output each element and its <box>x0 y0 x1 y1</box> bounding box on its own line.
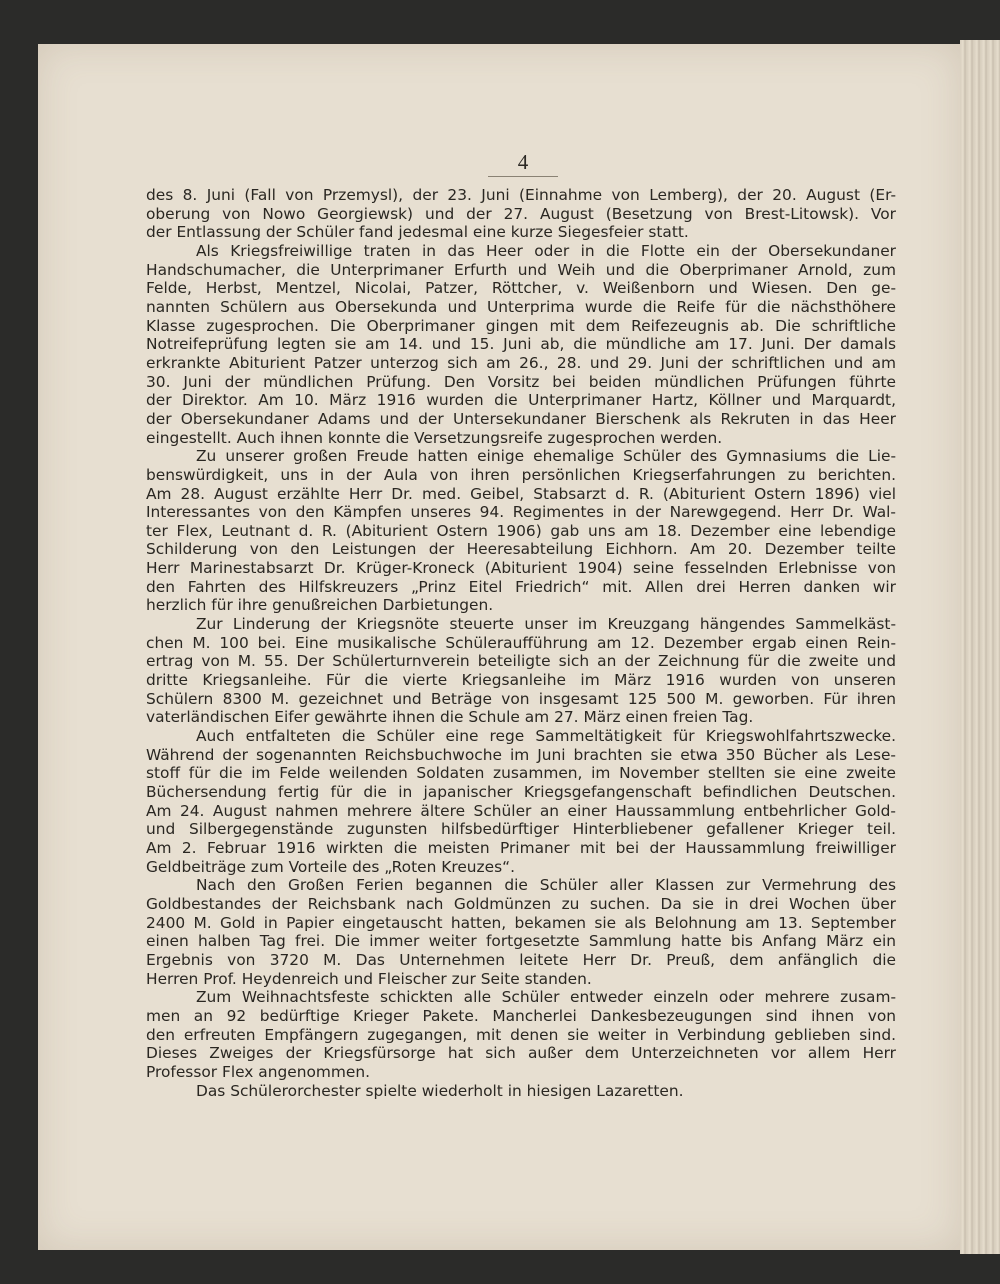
text-line: Zu unserer großen Freude hatten einige ehemalige Schüler des Gymnasiums die Lie- <box>196 447 896 466</box>
text-line: Klasse zugesprochen. Die Oberprimaner gingen mit dem Reifezeugnis ab. Die schriftliche <box>146 316 896 335</box>
page-edge-stack <box>960 40 1000 1254</box>
paragraph <box>146 447 896 615</box>
paragraph <box>146 988 896 1081</box>
text-line: chen M. 100 bei. Eine musikalische Schüleraufführung am 12. Dezember ergab einen Rein- <box>146 633 896 652</box>
text-line: Am 24. August nahmen mehrere ältere Schüler an einer Haussammlung entbehrlicher Gold- <box>146 801 896 820</box>
text-line: stoff für die im Felde weilenden Soldaten zusammen, im November stellten sie eine zweite <box>146 764 896 783</box>
text-line: Handschumacher, die Unterprimaner Erfurth und Weih und die Oberprimaner Arnold, zum <box>146 260 896 279</box>
text-line: Zur Linderung der Kriegsnöte steuerte unser im Kreuzgang hängendes Sammelkäst- <box>196 615 896 634</box>
text-line: benswürdigkeit, uns in der Aula von ihren persönlichen Kriegserfahrungen zu berichten. <box>146 465 896 484</box>
text-line: Schülern 8300 M. gezeichnet und Beträge von insgesamt 125 500 M. geworben. Für ihren <box>146 689 896 708</box>
text-line: Während der sogenannten Reichsbuchwoche im Juni brachten sie etwa 350 Bücher als Lese- <box>146 745 896 764</box>
text-line: Büchersendung fertig für die in japanischer Kriegsgefangenschaft befindlichen Deutschen. <box>146 783 896 801</box>
text-line: Herren Prof. Heydenreich und Fleischer zur Seite standen. <box>146 969 592 988</box>
text-line: Felde, Herbst, Mentzel, Nicolai, Patzer, Röttcher, v. Weißenborn und Wiesen. Den ge- <box>146 279 896 298</box>
text-line: den erfreuten Empfängern zugegangen, mit denen sie weiter in Verbindung geblieben sind. <box>146 1025 896 1044</box>
text-line: den Fahrten des Hilfskreuzers „Prinz Eitel Friedrich“ mit. Allen drei Herren danken wir <box>146 577 896 596</box>
text-line: ter Flex, Leutnant d. R. (Abiturient Ostern 1906) gab uns am 18. Dezember eine lebendige <box>146 521 896 540</box>
text-line: Schilderung von den Leistungen der Heeresabteilung Eichhorn. Am 20. Dezember teilte <box>146 540 896 559</box>
text-line: eingestellt. Auch ihnen konnte die Versetzungsreife zugesprochen werden. <box>146 428 723 447</box>
page-number-rule <box>488 176 558 177</box>
text-line: Nach den Großen Ferien begannen die Schüler aller Klassen zur Vermehrung des <box>196 876 896 895</box>
text-line: der Entlassung der Schüler fand jedesmal eine kurze Siegesfeier statt. <box>146 223 689 242</box>
paragraph <box>146 242 896 447</box>
text-line: vaterländischen Eifer gewährte ihnen die Schule am 27. März einen freien Tag. <box>146 708 754 727</box>
body-text <box>146 186 896 1100</box>
text-line: Herr Marinestabsarzt Dr. Krüger-Kroneck (Abiturient 1904) seine fesselnden Erlebnisse von <box>146 559 896 578</box>
text-line: Notreifeprüfung legten sie am 14. und 15. Juni ab, die mündliche am 17. Juni. Der damals <box>146 335 896 354</box>
paragraph <box>146 186 896 242</box>
text-line: herzlich für ihre genußreichen Darbietungen. <box>146 596 494 615</box>
text-line: Goldbestandes der Reichsbank nach Goldmünzen zu suchen. Da sie in drei Wochen über <box>146 894 896 913</box>
text-line: Am 2. Februar 1916 wirkten die meisten Primaner mit bei der Haussammlung freiwilliger <box>146 838 896 857</box>
text-line: Dieses Zweiges der Kriegsfürsorge hat sich außer dem Unterzeichneten vor allem Herr <box>146 1044 896 1063</box>
text-line: Das Schülerorchester spielte wiederholt in hiesigen Lazaretten. <box>196 1081 684 1100</box>
paragraph <box>146 615 896 727</box>
text-line: 30. Juni der mündlichen Prüfung. Den Vorsitz bei beiden mündlichen Prüfungen führte <box>146 372 896 391</box>
text-line: erkrankte Abiturient Patzer unterzog sich am 26., 28. und 29. Juni der schriftlichen und am <box>146 353 896 372</box>
text-line: oberung von Nowo Georgiewsk) und der 27. August (Besetzung von Brest-Litowsk). Vor <box>146 204 896 223</box>
text-line: ertrag von M. 55. Der Schülerturnverein beteiligte sich an der Zeichnung für die zweite und <box>146 652 896 671</box>
text-line: Auch entfalteten die Schüler eine rege Sammeltätigkeit für Kriegswohlfahrtszwecke. <box>196 727 896 746</box>
text-line: des 8. Juni (Fall von Przemysl), der 23. Juni (Einnahme von Lemberg), der 20. August (Er- <box>146 186 896 204</box>
paragraph <box>146 1082 896 1101</box>
text-line: Geldbeiträge zum Vorteile des „Roten Kreuzes“. <box>146 857 515 876</box>
text-line: der Direktor. Am 10. März 1916 wurden die Unterprimaner Hartz, Köllner und Marquardt, <box>146 391 896 410</box>
page-number: 4 <box>517 150 529 174</box>
text-line: einen halben Tag frei. Die immer weiter fortgesetzte Sammlung hatte bis Anfang März ein <box>146 932 896 951</box>
text-line: 2400 M. Gold in Papier eingetauscht hatten, bekamen sie als Belohnung am 13. September <box>146 913 896 932</box>
text-line: Zum Weihnachtsfeste schickten alle Schüler entweder einzeln oder mehrere zusam- <box>196 988 896 1007</box>
text-line: der Obersekundaner Adams und der Untersekundaner Bierschenk als Rekruten in das Heer <box>146 409 896 428</box>
text-line: und Silbergegenstände zugunsten hilfsbedürftiger Hinterbliebener gefallener Krieger teil. <box>146 820 896 839</box>
text-line: dritte Kriegsanleihe. Für die vierte Kriegsanleihe im März 1916 wurden von unseren <box>146 671 896 690</box>
text-line: Ergebnis von 3720 M. Das Unternehmen leitete Herr Dr. Preuß, dem anfänglich die <box>146 950 896 969</box>
text-line: Am 28. August erzählte Herr Dr. med. Geibel, Stabsarzt d. R. (Abiturient Ostern 1896) viel <box>146 484 896 503</box>
text-line: men an 92 bedürftige Krieger Pakete. Mancherlei Dankesbezeugungen sind ihnen von <box>146 1006 896 1025</box>
text-line: nannten Schülern aus Obersekunda und Unterprima wurde die Reife für die nächsthöhere <box>146 297 896 316</box>
text-line: Als Kriegsfreiwillige traten in das Heer oder in die Flotte ein der Obersekundaner <box>196 241 896 260</box>
text-line: Professor Flex angenommen. <box>146 1062 370 1081</box>
text-line: Interessantes von den Kämpfen unseres 94. Regimentes in der Narewgegend. Herr Dr. Wal- <box>146 503 896 522</box>
paragraph <box>146 727 896 876</box>
paragraph <box>146 876 896 988</box>
